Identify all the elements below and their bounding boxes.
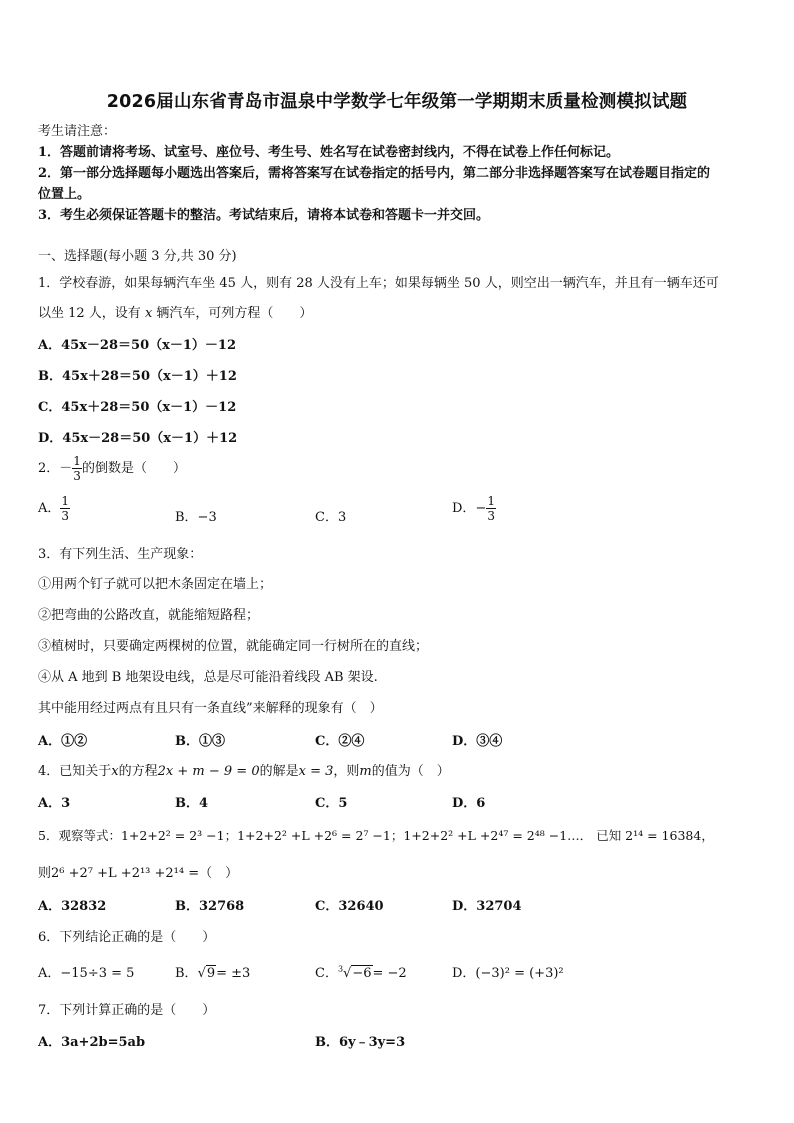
- q4-stem-post: 的值为（ ）: [371, 764, 450, 779]
- q4-option-d: D．6: [452, 796, 486, 811]
- notice-item-1: 1．答题前请将考场、试室号、座位号、考生号、姓名写在试卷密封线内，不得在试卷上作任何标记。: [38, 145, 620, 160]
- q2-option-a-num: 1: [61, 494, 70, 508]
- q4-option-a: A．3: [38, 796, 71, 811]
- q5-option-d: D．32704: [452, 899, 522, 914]
- q3-option-b: B．①③: [175, 734, 225, 749]
- q2-option-d-num: 1: [487, 494, 495, 508]
- q5-line2-expr: 2⁶ +2⁷ +L +2¹³ +2¹⁴ =: [51, 866, 200, 881]
- q2-option-a-label: A．: [38, 501, 61, 516]
- q5-eq1: 1+2+2² = 2³ −1: [120, 828, 225, 843]
- q4-option-c: C．5: [315, 796, 348, 811]
- q2-option-d-den: 3: [487, 509, 495, 523]
- q4-stem-mid2: 的解是: [259, 764, 299, 779]
- q2-option-a-den: 3: [61, 509, 70, 523]
- q4-equation: 2x + m − 9 = 0: [157, 764, 260, 779]
- q1-option-d: D．45x－28＝50（x－1）＋12: [38, 431, 238, 446]
- q2-fraction-den: 3: [73, 469, 81, 483]
- q6-stem: 6．下列结论正确的是（ ）: [38, 930, 216, 945]
- q4-var-m: m: [359, 764, 372, 779]
- q2-number: 2．: [38, 461, 60, 476]
- q5-option-b: B．32768: [175, 899, 245, 914]
- q4-solution: x = 3: [298, 764, 334, 779]
- q3-question: 其中能用经过两点有且只有一条直线”来解释的现象有（ ）: [38, 701, 383, 716]
- q5-line2-post: （ ）: [199, 866, 239, 881]
- q5-stem-pre: 5．观察等式：: [38, 828, 121, 843]
- q3-stem: 3．有下列生活、生产现象：: [38, 547, 203, 562]
- q1-stem-var: x: [144, 306, 153, 321]
- notice-item-3: 3．考生必须保证答题卡的整洁。考试结束后，请将本试卷和答题卡一并交回。: [38, 208, 490, 223]
- q5-option-c: C．32640: [315, 899, 384, 914]
- q5-option-a: A．32832: [38, 899, 107, 914]
- q1-option-c: C．45x＋28＝50（x－1）－12: [38, 400, 237, 415]
- q2-fraction: [72, 454, 82, 483]
- q4-stem-mid3: ，则: [333, 764, 360, 779]
- notice-item-2: 2．第一部分选择题每小题选出答案后，需将答案写在试卷指定的括号内，第二部分非选择题答案写在试卷题目指定的: [38, 166, 711, 181]
- q1-stem-line1: 1．学校春游，如果每辆汽车坐 45 人，则有 28 人没有上车；如果每辆坐 50 人，则空出一辆汽车，并且有一辆车还可: [38, 276, 719, 291]
- q2-stem: [38, 454, 186, 483]
- q3-option-c: C．②④: [315, 734, 365, 749]
- q6-option-a: A．−15÷3 = 5: [38, 966, 135, 981]
- q4-stem-mid1: 的方程: [118, 764, 158, 779]
- section-heading: 一、选择题(每小题 3 分,共 30 分): [38, 249, 237, 264]
- q2-option-b: B．−3: [175, 510, 217, 525]
- q1-stem-pre: 以坐 12 人，设有: [38, 306, 145, 321]
- q7-stem: 7．下列计算正确的是（ ）: [38, 1003, 216, 1018]
- cube-root-icon: √: [343, 966, 352, 981]
- q6-option-c: [315, 962, 407, 981]
- q6-option-b: [175, 962, 250, 981]
- page-title: 2026届山东省青岛市温泉中学数学七年级第一学期期末质量检测模拟试题: [106, 92, 688, 112]
- q7-option-a: A．3a+2b=5ab: [38, 1035, 146, 1050]
- q3-option-d: D．③④: [452, 734, 503, 749]
- notice-item-2-cont: 位置上。: [38, 187, 91, 202]
- q5-eq3: 1+2+2² +L +2⁴⁷ = 2⁴⁸ −1: [403, 828, 568, 843]
- q2-option-c: C．3: [315, 510, 347, 525]
- q2-minus: －: [59, 461, 73, 476]
- q3-item-2: ②把弯曲的公路改直，就能缩短路程；: [38, 608, 260, 623]
- q1-option-a: A．45x－28＝50（x－1）－12: [38, 338, 236, 353]
- q6-option-c-post: = −2: [372, 966, 407, 981]
- q5-stem-line2: [38, 862, 238, 881]
- q6-option-b-post: = ±3: [216, 966, 251, 981]
- q1-stem-post: 辆汽车，可列方程（ ）: [152, 306, 313, 321]
- q6-option-c-radicand: −6: [352, 966, 372, 981]
- notice-heading: 考生请注意：: [38, 124, 117, 139]
- q2-stem-post: 的倒数是（ ）: [81, 461, 186, 476]
- q4-stem: [38, 760, 450, 779]
- q6-option-b-radicand: 9: [206, 966, 216, 981]
- q5-stem-line1: 5．观察等式：1+2+2² = 2³ −1；1+2+2² +L +2⁶ = 2⁷ −1；1+2+2² +L +2⁴⁷ = 2⁴⁸ −1…． 已知 2¹⁴ = 16384，: [38, 828, 714, 843]
- q3-option-a: A．①②: [38, 734, 88, 749]
- q6-option-b-label: B．: [175, 966, 198, 981]
- q3-item-4: ④从 A 地到 B 地架设电线，总是尽可能沿着线段 AB 架设.: [38, 670, 378, 685]
- q2-option-d-fraction: [486, 494, 496, 523]
- q3-item-3: ③植树时，只要确定两棵树的位置，就能确定同一行树所在的直线；: [38, 639, 429, 654]
- q5-eq2: 1+2+2² +L +2⁶ = 2⁷ −1: [237, 828, 391, 843]
- q2-option-d: [452, 494, 496, 523]
- q5-dots: …．: [567, 828, 593, 843]
- q4-stem-pre: 4．已知关于: [38, 764, 112, 779]
- q5-line2-pre: 则: [38, 866, 52, 881]
- q1-option-b: B．45x＋28＝50（x－1）＋12: [38, 369, 237, 384]
- q3-item-1: ①用两个钉子就可以把木条固定在墙上；: [38, 577, 273, 592]
- q7-option-b: B．6y﹣3y=3: [315, 1035, 406, 1050]
- sqrt-icon: √: [197, 966, 206, 981]
- q6-option-c-index: 3: [337, 964, 344, 974]
- q4-var-x: x: [111, 764, 119, 779]
- q2-option-d-minus: −: [475, 501, 487, 516]
- q1-stem-line2: [38, 302, 312, 321]
- q2-fraction-num: 1: [73, 454, 81, 468]
- q5-known: 已知 2¹⁴ = 16384，: [596, 828, 714, 843]
- q4-option-b: B．4: [175, 796, 209, 811]
- q6-option-d: D．(−3)² = (+3)²: [452, 966, 564, 981]
- q2-option-a: [38, 494, 70, 523]
- q6-option-c-label: C．: [315, 966, 338, 981]
- q2-option-d-label: D．: [452, 501, 476, 516]
- q2-option-a-fraction: [60, 494, 70, 523]
